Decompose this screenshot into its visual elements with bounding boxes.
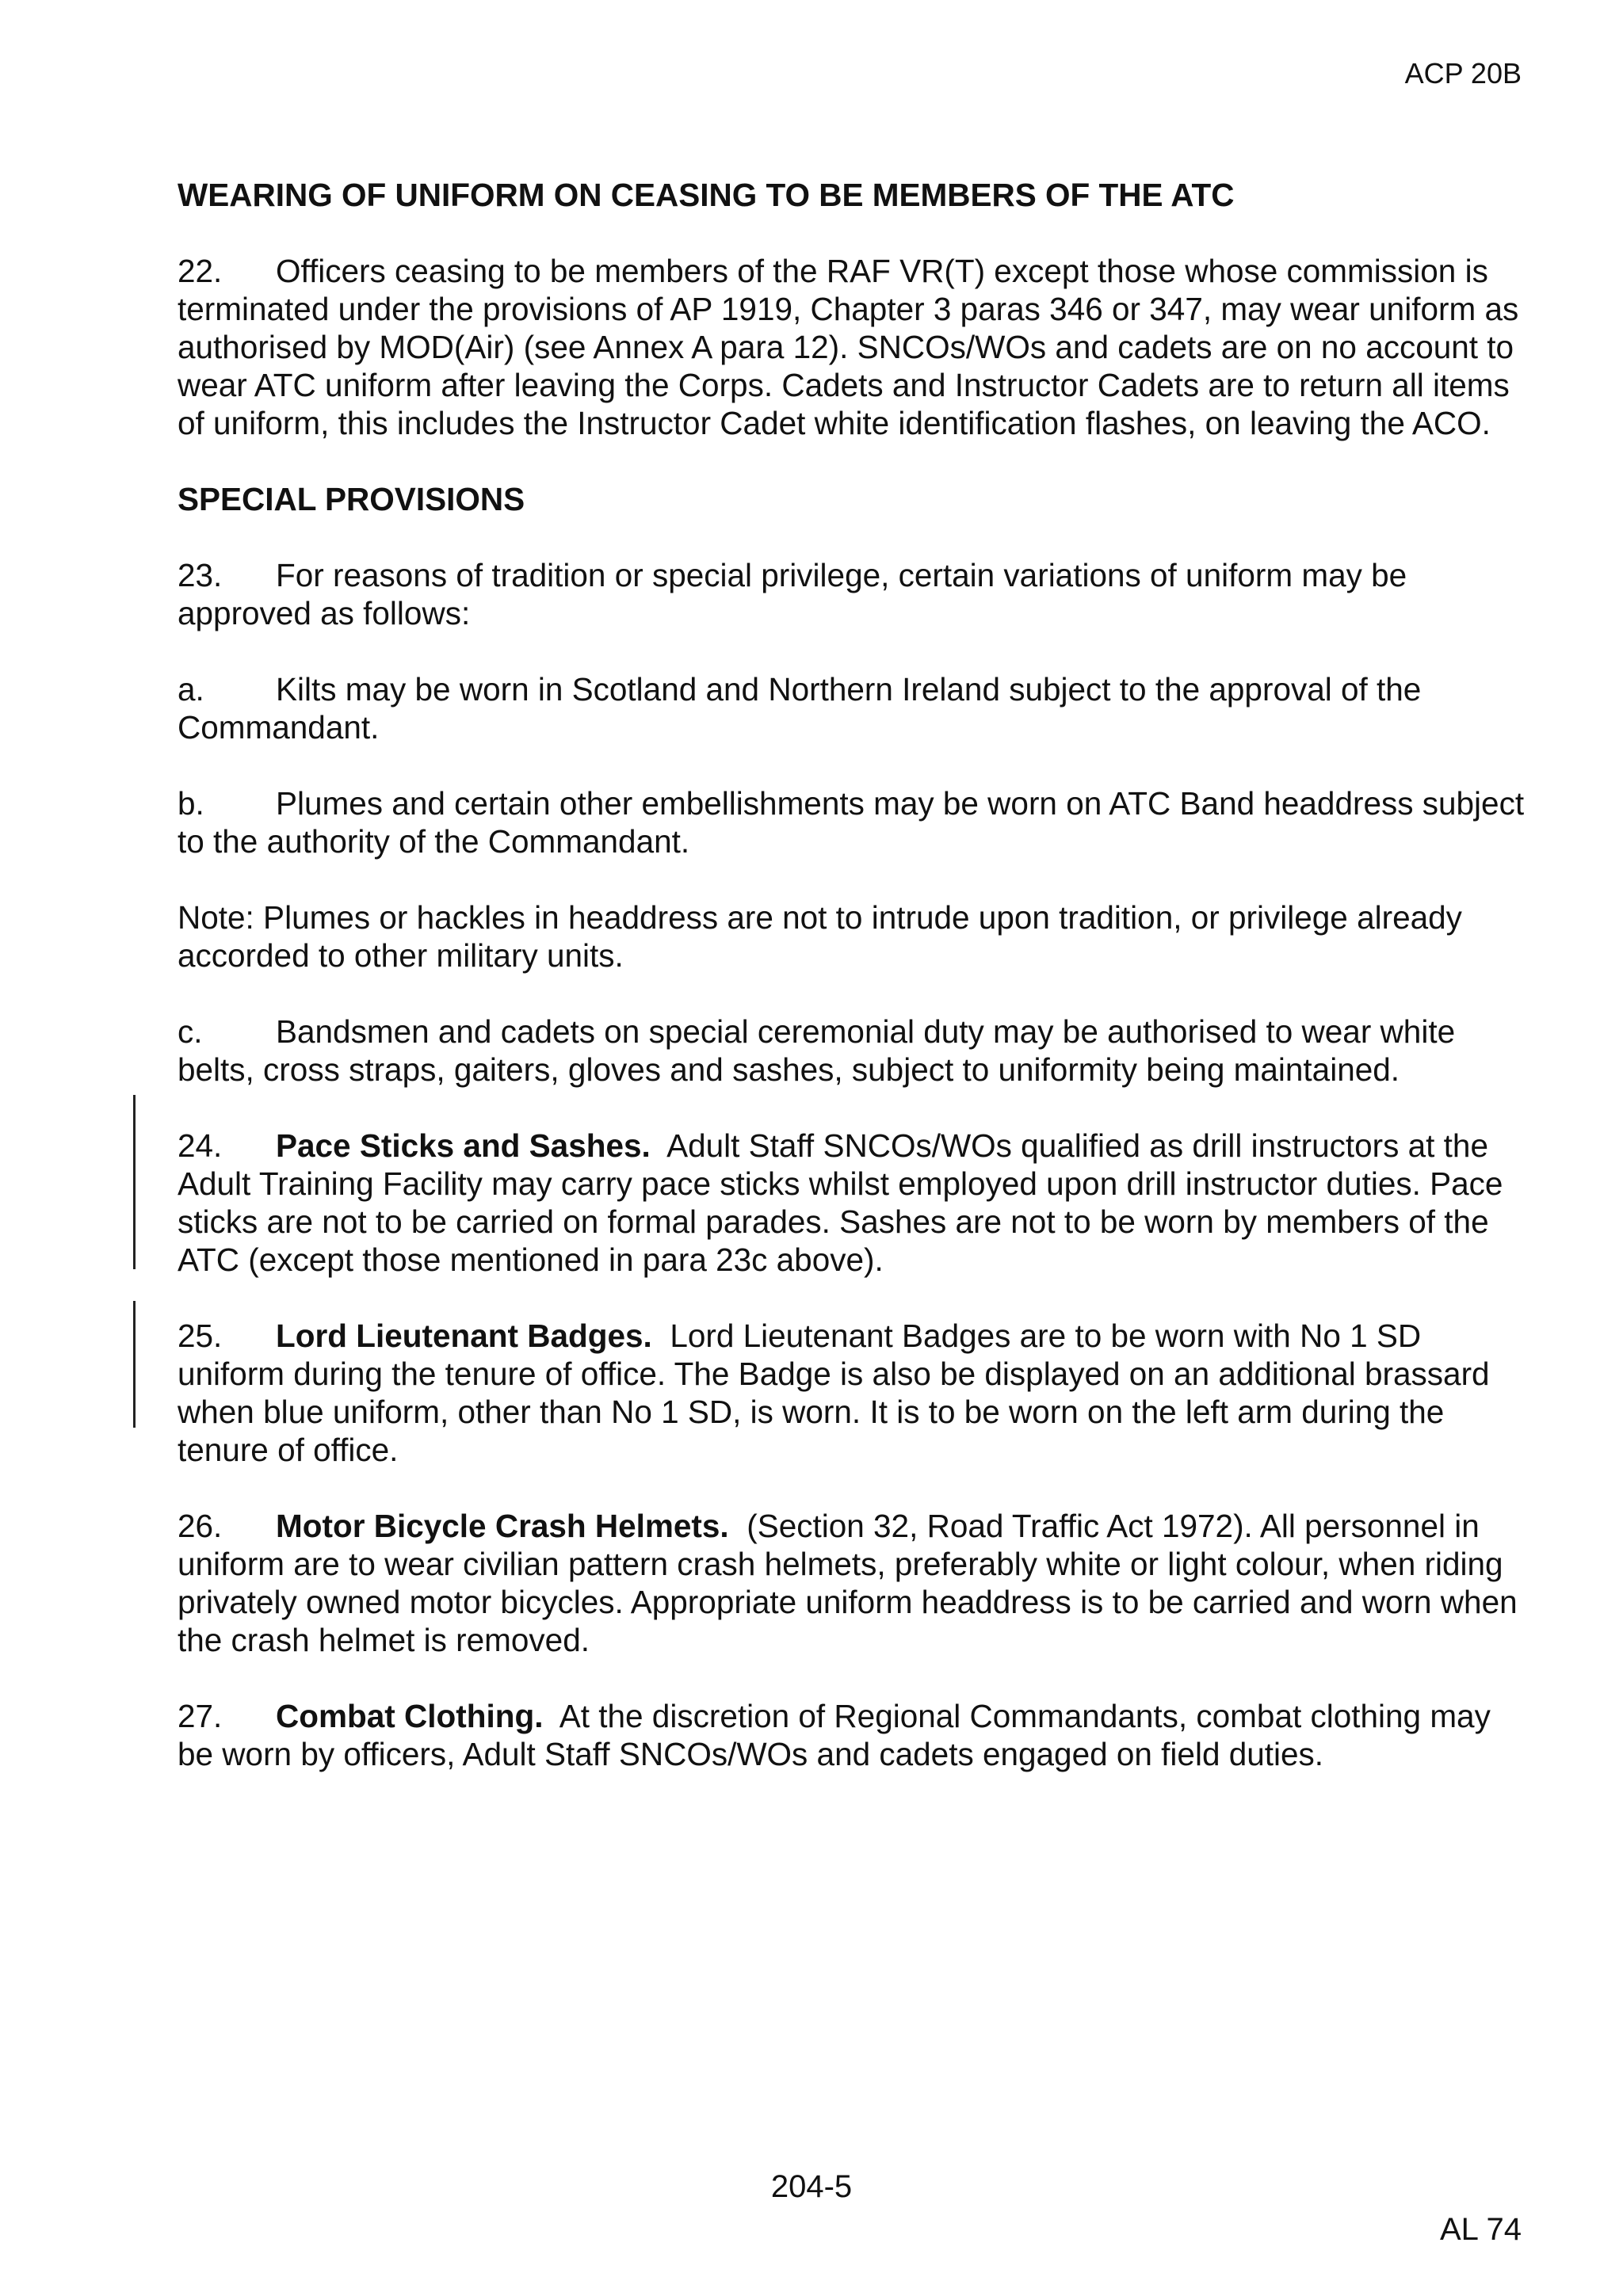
subparagraph-c — [178, 1013, 1525, 1089]
section-heading-ceasing-membership: WEARING OF UNIFORM ON CEASING TO BE MEMBERS OF THE ATC — [178, 177, 1235, 213]
section-heading-special-provisions: SPECIAL PROVISIONS — [178, 481, 525, 517]
paragraph-text: For reasons of tradition or special privilege, certain variations of uniform may be approved as follows: — [178, 557, 1407, 631]
change-bar — [133, 1301, 136, 1428]
paragraph-title: Motor Bicycle Crash Helmets. — [276, 1508, 729, 1544]
paragraph-22 — [178, 252, 1525, 442]
paragraph-23 — [178, 556, 1525, 632]
subparagraph-text: Plumes and certain other embellishments may be worn on ATC Band headdress subject to the authority of the Commandant. — [178, 785, 1525, 860]
paragraph-number: 24. — [178, 1127, 223, 1164]
subparagraph-label: c. — [178, 1013, 203, 1050]
subparagraph-label: b. — [178, 785, 204, 822]
paragraph-title: Combat Clothing. — [276, 1698, 544, 1734]
subparagraph-text: Bandsmen and cadets on special ceremonial duty may be authorised to wear white belts, cross straps, gaiters, gloves and sashes, subject to uniformity being maintained. — [178, 1013, 1456, 1088]
paragraph-text: Adult Staff SNCOs/WOs qualified as drill instructors at the Adult Training Facility may carry pace sticks whilst employed upon drill instructor duties. Pace sticks are not to be carried on formal parades. Sashes are not to be worn by members of the ATC (except those mentioned in para 23c above). — [178, 1127, 1503, 1278]
paragraph-text: At the discretion of Regional Commandants, combat clothing may be worn by officers, Adult Staff SNCOs/WOs and cadets engaged on field duties. — [178, 1698, 1491, 1772]
paragraph-27 — [178, 1697, 1525, 1773]
paragraph-title: Lord Lieutenant Badges. — [276, 1318, 652, 1354]
subparagraph-text: Kilts may be worn in Scotland and Northern Ireland subject to the approval of the Commandant. — [178, 671, 1422, 746]
paragraph-text: Officers ceasing to be members of the RAF VR(T) except those whose commission is terminated under the provisions of AP 1919, Chapter 3 paras 346 or 347, may wear uniform as authorised by MOD(Air) (see Annex A para 12). SNCOs/WOs and cadets are on no account to wear ATC uniform after leaving the Corps. Cadets and Instructor Cadets are to return all items of uniform, this includes the Instructor Cadet white identification flashes, on leaving the ACO. — [178, 253, 1519, 441]
subparagraph-b — [178, 784, 1525, 860]
paragraph-number: 22. — [178, 253, 223, 289]
page-number: 204-5 — [770, 2169, 853, 2204]
paragraph-number: 27. — [178, 1698, 223, 1734]
paragraph-text: (Section 32, Road Traffic Act 1972). All personnel in uniform are to wear civilian pattern crash helmets, preferably white or light colour, when riding privately owned motor bicycles. Appropriate uniform headdress is to be carried and worn when the crash helmet is removed. — [178, 1508, 1518, 1658]
subparagraph-a — [178, 670, 1525, 746]
subparagraph-label: a. — [178, 671, 204, 707]
page-content — [178, 176, 1525, 1811]
paragraph-25 — [178, 1317, 1525, 1469]
paragraph-text: Lord Lieutenant Badges are to be worn with No 1 SD uniform during the tenure of office. The Badge is also be displayed on an additional brassard when blue uniform, other than No 1 SD, is worn. It is to be worn on the left arm during the tenure of office. — [178, 1318, 1490, 1468]
paragraph-title: Pace Sticks and Sashes. — [276, 1127, 651, 1164]
note: Note: Plumes or hackles in headdress are not to intrude upon tradition, or privilege already accorded to other military units. — [178, 899, 1462, 974]
paragraph-26 — [178, 1507, 1525, 1659]
paragraph-number: 23. — [178, 557, 223, 593]
paragraph-24 — [178, 1127, 1525, 1279]
change-bar — [133, 1095, 136, 1269]
document-reference: ACP 20B — [1404, 57, 1522, 90]
paragraph-number: 25. — [178, 1318, 223, 1354]
paragraph-number: 26. — [178, 1508, 223, 1544]
amendment-list: AL 74 — [1439, 2212, 1522, 2247]
